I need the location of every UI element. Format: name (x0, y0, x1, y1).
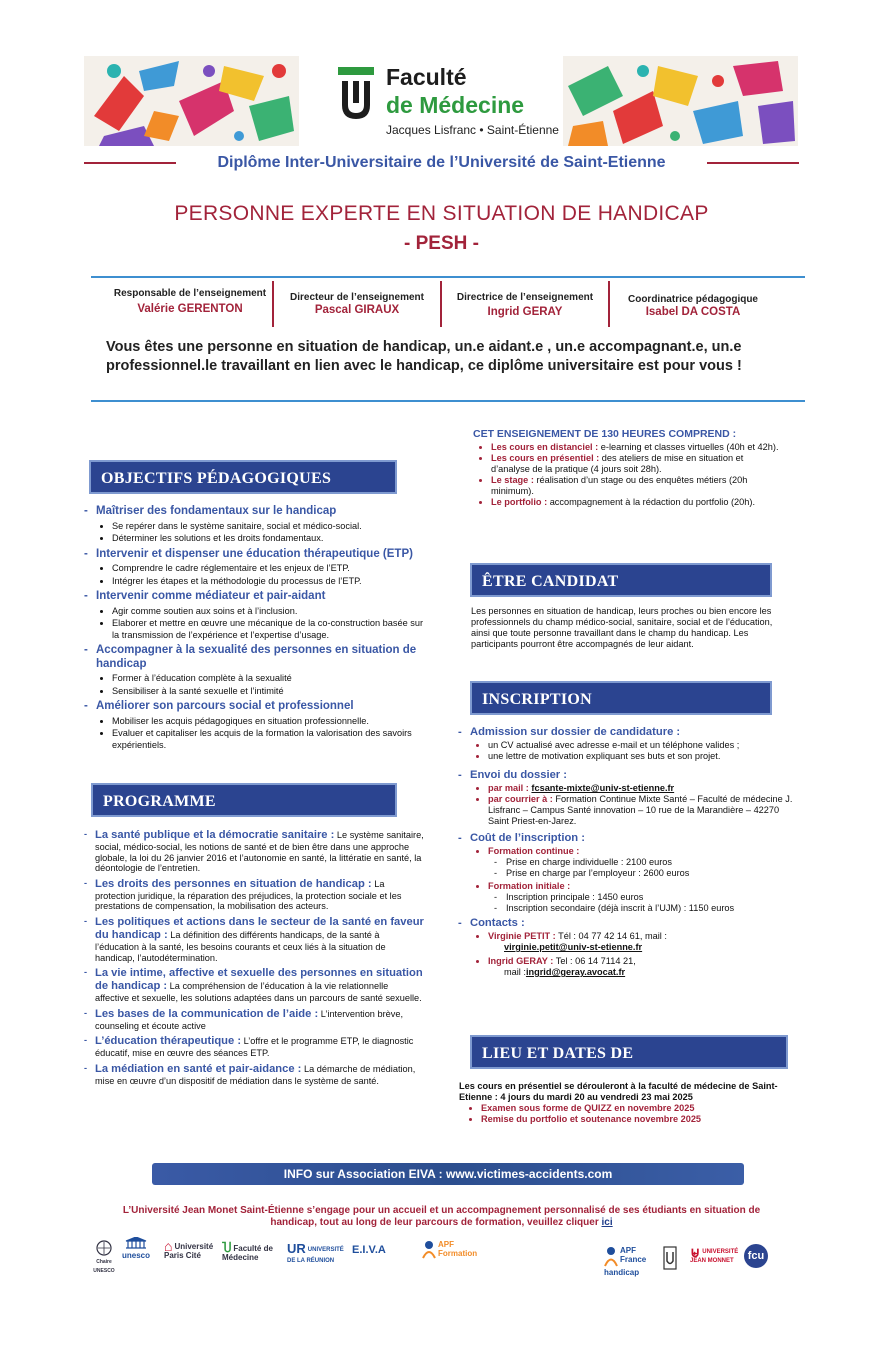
admission-item: • une lettre de motivation expliquant ses buts et son projet. (488, 751, 798, 762)
diploma-title: Diplôme Inter-Universitaire de l’Université de Saint-Etienne (217, 154, 666, 171)
partner-label: Faculté de Médecine (222, 1244, 273, 1262)
formation-initiale (488, 881, 798, 914)
contact-phone: Tél : 04 77 42 14 61, mail : (555, 931, 667, 941)
objective-bullet: • Déterminer les solutions et les droits fondamentaux. (112, 533, 429, 545)
staff-role: Directrice de l’enseignement (456, 292, 594, 303)
page-title: PERSONNE EXPERTE EN SITUATION DE HANDICAP (174, 202, 709, 225)
programme-item-text: La protection juridique, la réparation des préjudices, la protection sociale et les prestations de compensation, la mobilisation des acteurs. (95, 878, 402, 912)
programme-item-title: La médiation en santé et pair-aidance : (95, 1062, 302, 1075)
partner-apf-france (604, 1246, 654, 1277)
price-item: - Inscription principale : 1450 euros (494, 892, 798, 903)
partner-ujm (690, 1244, 740, 1266)
enseignement-value: réalisation d’un stage ou des enquêtes métiers (20h minimum). (491, 475, 748, 496)
contact-ingrid (488, 956, 798, 978)
objective-bullet: • Mobiliser les acquis pédagogiques en situation professionnelle. (112, 716, 429, 728)
fac-badge-icon (663, 1246, 677, 1270)
enseignement-key: Les cours en présentiel : (491, 453, 600, 463)
staff-person: Isabel DA COSTA (645, 306, 741, 318)
lieu-text: Les cours en présentiel se dérouleront à la faculté de médecine de Saint-Etienne : 4 jours du mardi 20 au vendredi 23 mai 2025 (459, 1081, 778, 1102)
enseignement-key: Les cours en distanciel : (491, 442, 599, 452)
banner-illustration-left (84, 56, 299, 146)
staff-person: Valérie GERENTON (137, 303, 243, 315)
programme-item-text: La démarche de médiation, mise en œuvre d’un dispositif de médiation dans le système de santé. (95, 1063, 416, 1086)
lieu-item: • Remise du portfolio et soutenance novembre 2025 (481, 1114, 804, 1125)
contact-mail-link[interactable]: virginie.petit@univ-st-etienne.fr (504, 942, 643, 952)
lieu-item: • Examen sous forme de QUIZZ en novembre 2025 (481, 1103, 804, 1114)
programme-item-title: La santé publique et la démocratie sanitaire : (95, 829, 335, 841)
lieu-block (459, 1081, 804, 1125)
objective-title: - Accompagner à la sexualité des personnes en situation de handicap (84, 644, 429, 671)
programme-item (84, 916, 424, 963)
objective-bullet: • Evaluer et capitaliser les acquis de la formation la valorisation des savoirs expérientiels. (112, 728, 429, 751)
programme-item (84, 967, 424, 1004)
contact-mail-link[interactable]: ingrid@geray.avocat.fr (525, 967, 626, 977)
faculty-logo-icon (338, 67, 374, 123)
divider-top (91, 276, 805, 278)
objectifs-list (84, 502, 429, 754)
ujm-icon: ⊌ (690, 1244, 701, 1260)
price-item: - Inscription secondaire (déjà inscrit à l’UJM) : 1150 euros (494, 903, 798, 914)
programme-item-text: La définition des différents handicaps, de la santé à l’éducation à la santé, les besoins courants et ceux liés à la situation de handicap, l’autodétermination. (95, 929, 386, 963)
objective-title: - Intervenir et dispenser une éducation thérapeutique (ETP) (84, 548, 429, 562)
apf-france-icon (604, 1246, 618, 1268)
partner-reunion (287, 1241, 349, 1266)
partner-unesco (120, 1237, 152, 1260)
staff-directrice (440, 292, 610, 318)
programme-item-title: Les droits des personnes en situation de handicap : (95, 877, 372, 890)
envoi-courrier (488, 794, 798, 827)
staff-responsable (105, 288, 275, 315)
enseignement-value: accompagnement à la rédaction du portfolio (20h). (547, 497, 756, 507)
footer-text: L’Université Jean Monet Saint-Étienne s’engage pour un accueil et un accompagnement personnalisé de ses étudiants en situation de handicap, tout au long de leur parcours de formation, veuillez cliquer (122, 1205, 761, 1228)
footer-link[interactable]: ici (601, 1217, 613, 1228)
formation-initiale-label: Formation initiale : (488, 881, 571, 891)
logo-text-medecine: de Médecine (386, 92, 525, 118)
footer-statement (100, 1205, 783, 1229)
enseignement-item (491, 497, 783, 508)
enseignement-item (491, 442, 783, 453)
envoi-mail (488, 783, 798, 794)
info-banner[interactable]: INFO sur Association EIVA : www.victimes-accidents.com (152, 1163, 744, 1185)
objective-bullet: • Agir comme soutien aux soins et à l’inclusion. (112, 606, 429, 618)
partner-unesco-chair (88, 1240, 120, 1276)
programme-item-text: L’offre et le programme ETP, le diagnostic éducatif, mise en œuvre des séances ETP. (95, 1036, 414, 1059)
staff-role: Directeur de l’enseignement (290, 292, 424, 303)
contacts-heading: - Contacts : (458, 918, 798, 929)
objective-bullet: • Former à l’éducation complète à la sexualité (112, 673, 429, 685)
cout-heading: - Coût de l’inscription : (458, 833, 798, 844)
section-heading-inscription: INSCRIPTION (470, 681, 772, 715)
unesco-chair-icon (94, 1240, 114, 1256)
section-heading-candidat: ÊTRE CANDIDAT (470, 563, 772, 597)
staff-directeur (272, 292, 442, 316)
partner-fac-badge (663, 1246, 679, 1272)
objective-bullet: • Intégrer les étapes et la méthodologie du processus de l’ETP. (112, 576, 429, 588)
contact-mail-label: mail : (504, 967, 526, 977)
logo-text-location: Jacques Lisfranc • Saint-Étienne (386, 123, 559, 137)
contact-virginie (488, 931, 798, 953)
envoi-heading: - Envoi du dossier : (458, 770, 798, 781)
fcu-icon: fcu (744, 1244, 768, 1268)
partner-label: UNIVERSITÉ JEAN MONNET (690, 1249, 739, 1264)
inscription-block (458, 727, 798, 978)
logo-text-faculte: Faculté (386, 64, 467, 90)
enseignement-key: Le stage : (491, 475, 534, 485)
section-heading-objectifs: OBJECTIFS PÉDAGOGIQUES (89, 460, 397, 494)
enseignement-lead: CET ENSEIGNEMENT DE 130 HEURES COMPREND : (473, 428, 737, 440)
objective-bullet: • Elaborer et mettre en œuvre une mécanique de la co-construction basée sur la transmission de l’expérience et l’expertise d’usage. (112, 618, 429, 641)
contact-phone: Tel : 06 14 7114 21, (553, 956, 636, 966)
enseignement-value: des ateliers de mise en situation et d’analyse de la pratique (4 jours soit 28h). (491, 453, 744, 474)
admission-heading: - Admission sur dossier de candidature : (458, 727, 798, 738)
partner-label: UNIVERSITÉ DE LA RÉUNION (287, 1247, 344, 1264)
section-heading-lieu: LIEU ET DATES DE (470, 1035, 788, 1069)
enseignement-value: e-learning et classes virtuelles (40h et 42h). (598, 442, 779, 452)
partner-label: APF Formation (438, 1240, 478, 1258)
programme-item-text: La compréhension de l’éducation à la vie relationnelle affective et sexuelle, les solutions adaptées dans un parcours de santé sexuelle. (95, 981, 422, 1004)
partner-fcu (744, 1244, 792, 1268)
partner-eiva (352, 1246, 412, 1255)
partner-label: unesco (121, 1251, 150, 1260)
envoi-mail-link[interactable]: fcsante-mixte@univ-st-etienne.fr (531, 783, 675, 793)
partner-fac-medecine (222, 1241, 282, 1262)
apf-icon (422, 1240, 436, 1260)
page-subtitle: - PESH - (404, 233, 479, 254)
staff-person: Ingrid GERAY (487, 306, 563, 318)
programme-item-text: Le système sanitaire, social, médico-social, les notions de santé et de bien être dans une approche globale, la loi du 26 janvier 2016 et l’autonomie en santé, la littératie en santé, la déontologie de l’entretien. (95, 830, 424, 874)
objective-title: - Maîtriser des fondamentaux sur le handicap (84, 505, 429, 519)
objective-title: - Intervenir comme médiateur et pair-aidant (84, 590, 429, 604)
enseignement-block (473, 429, 783, 508)
staff-role: Responsable de l’enseignement (113, 288, 267, 299)
price-item: - Prise en charge par l’employeur : 2600 euros (494, 868, 798, 879)
banner-illustration-right (563, 56, 798, 146)
partner-paris-cite (164, 1238, 218, 1260)
objective-title: - Améliorer son parcours social et professionnel (84, 700, 429, 714)
intro-text: Vous êtes une personne en situation de handicap, un.e aidant.e , un.e accompagnant.e, un.e professionnel.le travaillant en lien avec le handicap, ce diplôme universitaire est pour vous ! (106, 339, 742, 374)
programme-list (84, 829, 424, 1091)
programme-item-title: Les bases de la communication de l’aide : (95, 1007, 319, 1020)
divider-intro (91, 400, 805, 402)
unesco-temple-icon (124, 1237, 148, 1249)
objective-bullet: • Sensibiliser à la santé sexuelle et l’intimité (112, 686, 429, 698)
programme-item (84, 829, 424, 874)
enseignement-item (491, 453, 783, 475)
reunion-icon: UR (287, 1241, 306, 1256)
enseignement-item (491, 475, 783, 497)
envoi-courrier-label: par courrier à : (488, 794, 553, 804)
enseignement-key: Le portfolio : (491, 497, 548, 507)
programme-item-title: L’éducation thérapeutique : (95, 1035, 242, 1048)
staff-role: Coordinatrice pédagogique (627, 294, 758, 305)
programme-item (84, 1063, 424, 1087)
envoi-mail-label: par mail : (488, 783, 529, 793)
fac-small-icon: Ⴎ (222, 1241, 232, 1255)
partner-apf-formation (422, 1240, 482, 1260)
objective-bullet: • Comprendre le cadre réglementaire et les enjeux de l’ETP. (112, 563, 429, 575)
section-heading-programme: PROGRAMME (91, 783, 397, 817)
programme-item-title: Les politiques et actions dans le secteur de la santé en faveur du handicap : (95, 915, 424, 941)
staff-person: Pascal GIRAUX (314, 304, 400, 316)
partner-label: APF France handicap (604, 1246, 647, 1277)
programme-item (84, 878, 424, 912)
programme-item-title: La vie intime, affective et sexuelle des personnes en situation de handicap : (95, 967, 423, 993)
staff-coordinatrice (608, 294, 778, 318)
partner-label: Université Paris Cité (164, 1242, 214, 1260)
programme-item (84, 1008, 424, 1032)
candidat-text: Les personnes en situation de handicap, leurs proches ou bien encore les professionnels du champ médico-social, sanitaire, social et de l’éducation, ainsi que toute personne travaillant dans le champ du handicap. Les participants pourront être accompagnés de leur aidant. (471, 606, 773, 649)
programme-item (84, 1035, 424, 1059)
programme-item-text: L’intervention brève, counseling et écoute active (95, 1008, 403, 1031)
paris-cite-icon: ⌂ (164, 1238, 173, 1254)
formation-continue-label: Formation continue : (488, 846, 580, 856)
formation-continue (488, 846, 798, 879)
price-item: - Prise en charge individuelle : 2100 euros (494, 857, 798, 868)
contact-name: Ingrid GERAY : (488, 956, 554, 966)
admission-item: • un CV actualisé avec adresse e-mail et un téléphone valides ; (488, 740, 798, 751)
partner-label: E.I.V.A (352, 1244, 386, 1256)
envoi-courrier-address: Formation Continue Mixte Santé – Faculté de médecine J. Lisfranc – Campus Santé innovation – 10 rue de la Marandière – 42270 Saint Priest-en-Jarez. (488, 794, 793, 826)
partner-label: Chaire UNESCO (93, 1259, 115, 1274)
objective-bullet: • Se repérer dans le système sanitaire, social et médico-social. (112, 521, 429, 533)
contact-name: Virginie PETIT : (488, 931, 556, 941)
